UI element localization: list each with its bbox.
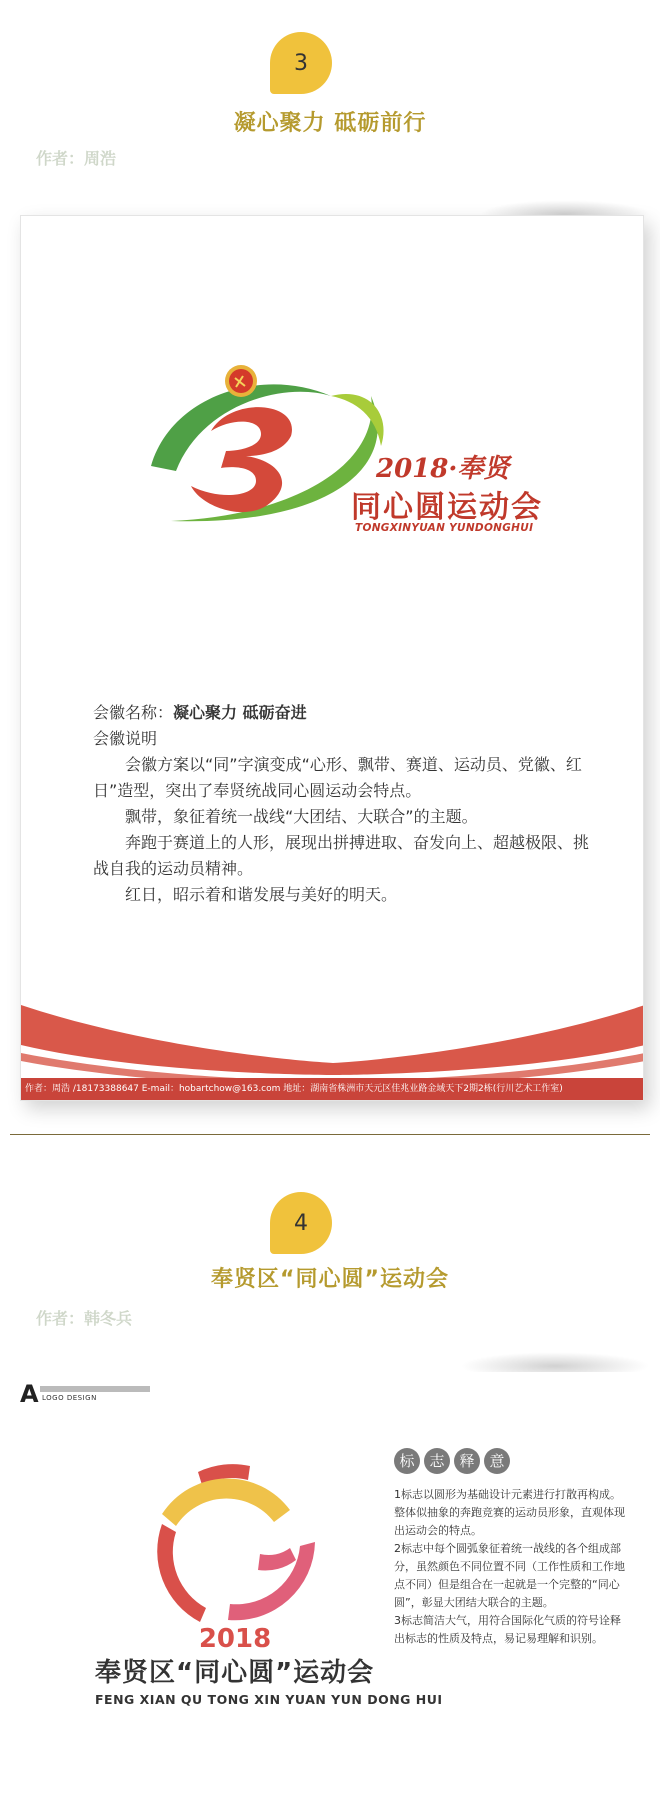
section-number: 3: [294, 50, 308, 76]
desc-paragraph: 会徽方案以“同”字演变成“心形、飘带、赛道、运动员、党徽、红日”造型，突出了奉贤统战同心圆运动会特点。: [93, 755, 582, 800]
meaning-char: 志: [424, 1448, 450, 1474]
emblem-card: [20, 215, 644, 1101]
logo-year: 2018: [198, 1624, 272, 1652]
brand-bar: [40, 1386, 150, 1392]
meaning-line: 2标志中每个圆弧象征着统一战线的各个组成部分，虽然颜色不同位置不同（工作性质和工作地点不同）但是组合在一起就是一个完整的“同心圆”，彰显大团结大联合的主题。: [394, 1542, 625, 1609]
brand-letter: A: [20, 1380, 39, 1408]
section-title: 凝心聚力 砥砺前行: [233, 111, 427, 136]
design-brand-logo: [20, 1380, 150, 1408]
emblem-name: 凝心聚力 砥砺奋进: [173, 703, 307, 722]
logo-pinyin: FENG XIAN QU TONG XIN YUAN YUN DONG HUI: [95, 1692, 443, 1707]
brand-text: LOGO DESIGN: [42, 1394, 97, 1402]
meaning-heading: [394, 1448, 510, 1474]
meaning-line: 3标志简洁大气，用符合国际化气质的符号诠释出标志的性质及特点，易记易理解和识别。: [394, 1614, 621, 1645]
author-label: 作者：周浩: [36, 149, 117, 168]
section-title: 奉贤区“同心圆”运动会: [211, 1267, 449, 1292]
desc-paragraph: 红日，昭示着和谐发展与美好的明天。: [125, 885, 398, 904]
section-number-badge: [270, 32, 332, 94]
section-divider: [10, 1134, 650, 1135]
author-label: 作者：韩冬兵: [36, 1309, 133, 1328]
logo-name: 奉贤区“同心圆”运动会: [95, 1658, 375, 1688]
section-number-badge: [270, 1192, 332, 1254]
logo-name: 同心圆运动会: [351, 490, 543, 525]
emblem-name-line: 会徽名称：凝心聚力 砥砺奋进: [93, 703, 307, 722]
meaning-char: 释: [454, 1448, 480, 1474]
contact-footer: 作者：周浩 /18173388647 E-mail：hobartchow@163.com 地址：湖南省株洲市天元区佳兆业路金域天下2期2栋(行川艺术工作室): [21, 1078, 644, 1100]
desc-heading: 会徽说明: [93, 729, 158, 748]
tongxinyuan-logo: [140, 1452, 340, 1652]
desc-paragraph: 飘带，象征着统一战线“大团结、大联合”的主题。: [125, 807, 478, 826]
section-number: 4: [294, 1210, 308, 1236]
logo-pinyin: TONGXINYUAN YUNDONGHUI: [355, 522, 534, 534]
meaning-char: 标: [394, 1448, 420, 1474]
meaning-line: 1标志以圆形为基础设计元素进行打散再构成。整体似抽象的奔跑竞赛的运动员形象，直观体现出运动会的特点。: [394, 1488, 625, 1537]
meaning-char: 意: [484, 1448, 510, 1474]
emblem-description: [93, 700, 593, 908]
meaning-text: [394, 1486, 630, 1648]
desc-paragraph: 奔跑于赛道上的人形，展现出拼搏进取、奋发向上、超越极限、挑战自我的运动员精神。: [93, 833, 590, 878]
logo-card: [20, 1372, 640, 1818]
logo-year: 2018·奉贤: [376, 454, 510, 484]
